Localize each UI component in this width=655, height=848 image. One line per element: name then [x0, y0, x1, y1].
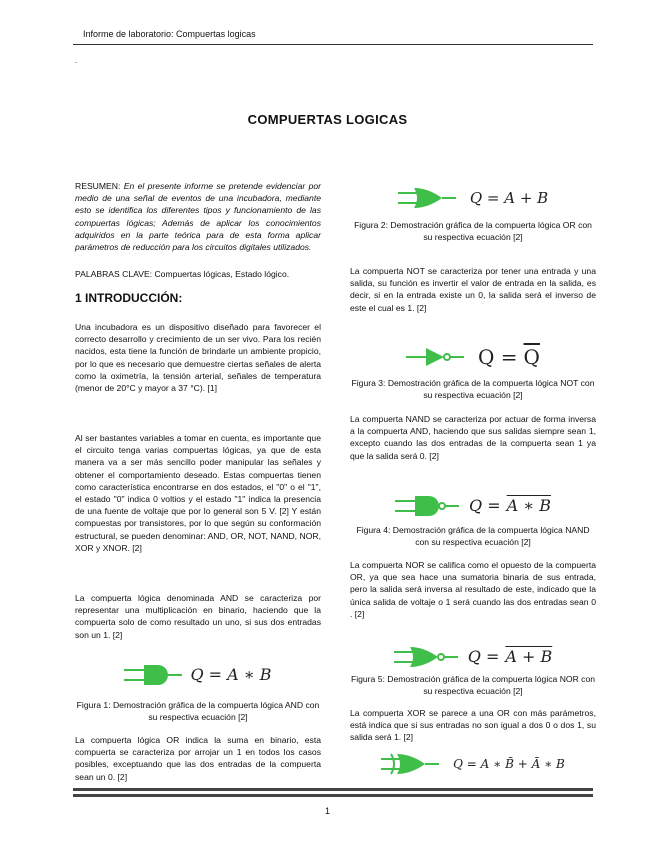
- figure-1-caption: Figura 1: Demostración gráfica de la compuerta lógica AND con su respectiva ecuación [2]: [76, 700, 320, 722]
- running-header: Informe de laboratorio: Compuertas logicas: [83, 29, 256, 39]
- figure-1: [75, 660, 321, 690]
- equation-and: Q = A ∗ B: [190, 664, 272, 684]
- figure-2-caption: Figura 2: Demostración gráfica de la compuerta lógica OR con su respectiva ecuación [2]: [354, 220, 592, 242]
- header-dot: .: [75, 56, 78, 65]
- not-paragraph: La compuerta NOT se caracteriza por tener una entrada y una salida, su función es invertir el valor de entrada en la salida, es decir, si en la entrada existe un 0, la salida será el inverso de este el cual es 1. [2]: [350, 266, 596, 313]
- abstract-text: En el presente informe se pretende evidenciar por medio de una señal de eventos de una incubadora, mediante esto se identifica los diferentes tipos y funcionamiento de las compuertas lógicas; Además de aplicar los conocimientos adquiridos en la parte teórica para de esta forma aplicar parámetros de reducción para los circuitos digitales utilizados.: [75, 181, 321, 253]
- equation-not-rhs: $\overline{Q}$: [523, 344, 540, 369]
- keywords: PALABRAS CLAVE: Compuertas lógicas, Estado lógico.: [75, 269, 290, 279]
- footer-rule-top: [73, 788, 593, 791]
- figure-3: [350, 342, 596, 372]
- footer-rule-bottom: [73, 794, 593, 797]
- equation-nand-rhs: A ∗ B: [506, 495, 551, 515]
- nor-gate-icon: [394, 645, 458, 669]
- equation-not-lhs: Q =: [478, 344, 518, 369]
- xor-gate-icon: [381, 752, 439, 776]
- figure-5-caption: Figura 5: Demostración gráfica de la compuerta lógica NOR con su respectiva ecuación [2]: [350, 674, 596, 696]
- not-gate-icon: [406, 345, 464, 369]
- section-heading: 1 INTRODUCCIÓN:: [75, 291, 183, 305]
- abstract: [75, 180, 321, 253]
- intro-paragraph-1: Una incubadora es un dispositivo diseñado para favorecer el correcto desarrollo y crecimiento de un ser vivo. Para los recién nacidos, esta tiene la función de brindarle un ambiente propicio, por lo que es necesario que demuestre ciertas señales de alerta como la oximetría, la tensión arterial, señales de temperatura (menor de 20°C y mayor a 37 °C). [1]: [75, 322, 321, 394]
- equation-nor-lhs: Q =: [467, 646, 500, 666]
- abstract-label: RESUMEN:: [75, 181, 121, 191]
- nor-paragraph: La compuerta NOR se califica como el opuesto de la compuerta OR, ya que sea hace una sumatoria binaria de sus entrada, pero la salida será inversa al resultado de este, indicado que la única salida de voltaje o 1 será cuando las dos entradas sean 0 . [2]: [350, 560, 596, 619]
- or-gate-icon: [398, 186, 456, 210]
- equation-nor-rhs: A + B: [505, 646, 553, 666]
- figure-5: [350, 643, 596, 671]
- left-column: [75, 0, 321, 782]
- xor-paragraph: La compuerta XOR se parece a una OR con más parámetros, está indica que si sus entradas no son igual a dos 0 o dos 1, su salida será 1. [2]: [350, 708, 596, 743]
- figure-4: [350, 491, 596, 521]
- equation-or: Q = A + B: [469, 188, 549, 207]
- figure-3-caption: Figura 3: Demostración gráfica de la compuerta lógica NOT con su respectiva ecuación [2]: [351, 378, 595, 400]
- figure-6: [350, 751, 596, 777]
- equation-xor: Q = A ∗ B̄ + Ā ∗ B: [453, 756, 565, 771]
- intro-paragraph-2: Al ser bastantes variables a tomar en cuenta, es importante que el circuito tenga varias compuertas lógicas, ya que de esta manera va a ser más sencillo poder manipular las señales y obtener el comportamiento deseado. Estas compuertas tienen como característica encontrarse en dos estados, el "0" o el "1", el estado "0" indica 0 voltios y el estado "1" indica la presencia de una fuente de voltaje que por lo general son 5 V. [2] Y están compuestas por transistores, por lo que según su conformación estructural, se pueden denominar: AND, OR, NOT, NAND, NOR, XOR y XNOR. [2]: [75, 433, 321, 553]
- nand-paragraph: La compuerta NAND se caracteriza por actuar de forma inversa a la compuerta AND, haciendo que sus salidas siempre sean 1, excepto cuando las dos entradas de la compuerta sean 1 ya que la salida será 0. [2]: [350, 414, 596, 461]
- figure-4-caption: Figura 4: Demostración gráfica de la compuerta lógica NAND con su respectiva ecuación [2]: [356, 525, 590, 547]
- and-gate-icon: [124, 663, 182, 687]
- figure-2: [350, 184, 596, 212]
- equation-nand-lhs: Q =: [469, 495, 501, 515]
- or-paragraph: La compuerta lógica OR indica la suma en binario, esta compuerta se caracteriza por arrojar un 1 en todos los casos posibles, exceptuando que las dos entradas de la compuerta sean un 0. [2]: [75, 735, 321, 782]
- and-paragraph: La compuerta lógica denominada AND se caracteriza por representar una multiplicación en binario, haciendo que la compuerta solo de como resultado un uno, si sus dos entradas son un 1. [2]: [75, 593, 321, 640]
- paper-title: COMPUERTAS LOGICAS: [247, 112, 408, 127]
- page-number: 1: [324, 806, 330, 816]
- nand-gate-icon: [395, 494, 459, 518]
